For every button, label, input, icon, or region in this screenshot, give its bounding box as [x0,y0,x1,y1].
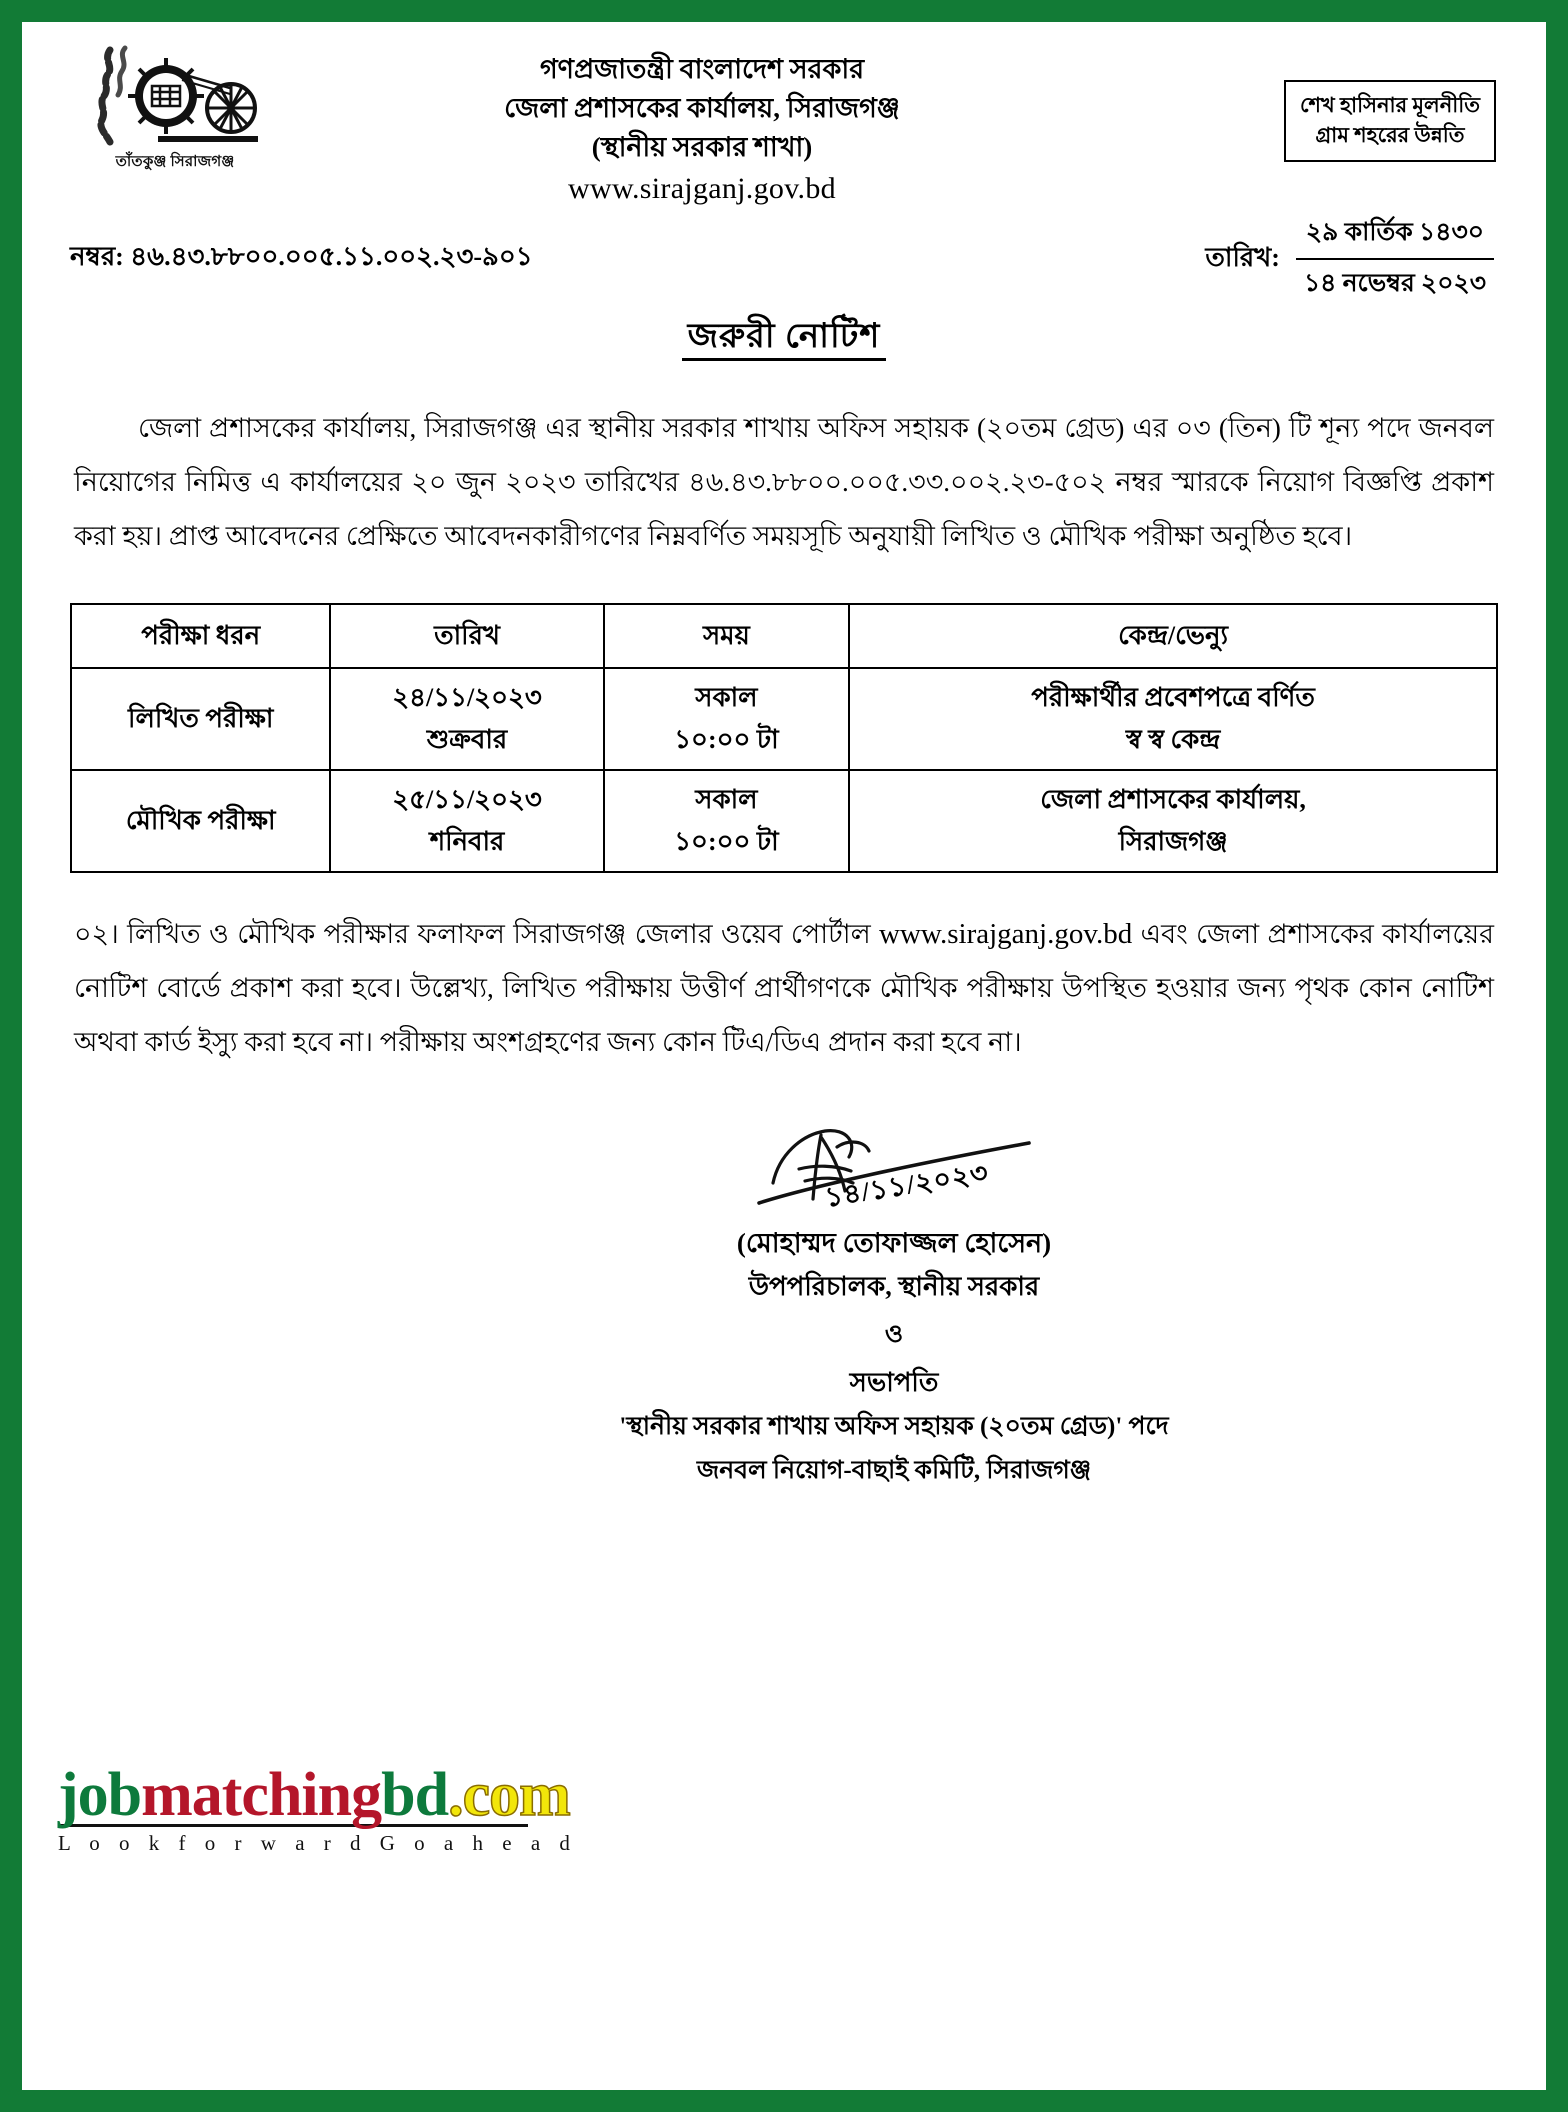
schedule-table-wrapper [70,603,1498,873]
cell-date-line1: ২৫/১১/২০২৩ [392,785,542,814]
date-bangla: ২৯ কার্তিক ১৪৩০ [1296,212,1494,260]
page-title [22,310,1546,367]
cell-time [604,770,850,872]
cell-time [604,668,850,770]
exam-schedule-table [70,603,1498,873]
memo-number: নম্বর: ৪৬.৪৩.৮৮০০.০০৫.১১.০০২.২৩-৯০১ [70,242,533,271]
office-website[interactable]: www.sirajganj.gov.bd [568,172,836,205]
brand-matching: matching [141,1761,382,1829]
th-exam-type: পরীক্ষা ধরন [71,604,330,668]
document-header [22,22,1546,212]
portal-url-link[interactable]: www.sirajganj.gov.bd [879,918,1133,950]
cell-exam-type: লিখিত পরীক্ষা [71,668,330,770]
cell-date [330,668,603,770]
cell-time-line1: সকাল [695,785,758,814]
cell-venue-line1: পরীক্ষার্থীর প্রবেশপত্রে বর্ণিত [1031,683,1315,712]
cell-venue-line1: জেলা প্রশাসকের কার্যালয়, [1040,785,1306,814]
cell-time-line2: ১০:০০ টা [674,827,779,856]
cell-date-line1: ২৪/১১/২০২৩ [392,683,542,712]
office-heading [322,50,1082,211]
paragraph-two-part2: এবং জেলা প্রশাসকের কার্যালয়ের নোটিশ বোর্ডে প্রকাশ করা হবে। উল্লেখ্য, লিখিত পরীক্ষায় উত্তীর্ণ প্রার্থীগণকে মৌখিক পরীক্ষায় উপস্থিত হওয়ার জন্য পৃথক কোন নোটিশ অথবা কার্ড ইস্যু করা হবে না। পরীক্ষায় অংশগ্রহণের জন্য কোন টিএ/ডিএ প্রদান করা হবে না। [74,919,1494,1057]
date-label: তারিখ: [1205,243,1280,272]
date-gregorian: ১৪ নভেম্বর ২০২৩ [1303,270,1486,297]
signature-block [594,1125,1194,1493]
table-header-row [71,604,1497,668]
cell-time-line2: ১০:০০ টা [674,725,779,754]
notice-page [22,22,1546,2090]
th-venue: কেন্দ্র/ভেন্যু [849,604,1497,668]
signature-date: ১৪/১১/২০২৩ [822,1157,991,1213]
signature-area [22,1125,1546,1595]
slogan-line-1: শেখ হাসিনার মূলনীতি [1299,93,1480,117]
govt-name: গণপ্রজাতন্ত্রী বাংলাদেশ সরকার [539,54,865,84]
cell-date [330,770,603,872]
committee-line-2: জনবল নিয়োগ-বাছাই কমিটি, সিরাজগঞ্জ [696,1457,1092,1484]
signatory-and: ও [884,1321,904,1348]
signatory-name: (মোহাম্মদ তোফাজ্জল হোসেন) [736,1228,1052,1258]
th-time: সময় [604,604,850,668]
paragraph-one [74,401,1494,563]
cell-exam-type: মৌখিক পরীক্ষা [71,770,330,872]
brand-wordmark [58,1761,570,1829]
paragraph-one-text: জেলা প্রশাসকের কার্যালয়, সিরাজগঞ্জ এর স্থানীয় সরকার শাখায় অফিস সহায়ক (২০তম গ্রেড) এর ০৩ (তিন) টি শূন্য পদে জনবল নিয়োগের নিমিত্ত এ কার্যালয়ের ২০ জুন ২০২৩ তারিখের ৪৬.৪৩.৮৮০০.০০৫.৩৩.০০২.২৩-৫০২ নম্বর স্মারকে নিয়োগ বিজ্ঞপ্তি প্রকাশ করা হয়। প্রাপ্ত আবেদনের প্রেক্ষিতে আবেদনকারীগণের নিম্নবর্ণিত সময়সূচি অনুযায়ী লিখিত ও মৌখিক পরীক্ষা অনুষ্ঠিত হবে। [74,413,1494,551]
cell-time-line1: সকাল [695,683,758,712]
logo-caption: তাঁতকুঞ্জ সিরাজগঞ্জ [115,154,235,170]
date-stack [1296,212,1494,306]
table-row [71,770,1497,872]
slogan-line-2: গ্রাম শহরের উন্নতি [1315,123,1465,147]
handwritten-signature [594,1125,1194,1221]
th-date: তারিখ [330,604,603,668]
cell-venue [849,770,1497,872]
table-row [71,668,1497,770]
signatory-chair: সভাপতি [849,1368,939,1397]
sirajganj-district-logo [70,44,280,184]
jobmatchingbd-watermark-logo [58,1761,577,1856]
committee-line-1: 'স্থানীয় সরকার শাখায় অফিস সহায়ক (২০তম গ্রেড)' পদে [619,1413,1169,1440]
brand-job: job [58,1761,142,1829]
memo-row [22,218,1546,300]
office-name: জেলা প্রশাসকের কার্যালয়, সিরাজগঞ্জ [504,93,900,123]
brand-com: .com [448,1761,570,1829]
slogan-box [1284,80,1496,162]
date-block [1205,212,1494,306]
cell-venue [849,668,1497,770]
cell-date-line2: শনিবার [429,827,505,856]
notice-title-text: জরুরী নোটিশ [682,318,887,361]
signatory-role: উপপরিচালক, স্থানীয় সরকার [748,1272,1040,1301]
brand-bd: bd [381,1761,449,1829]
cell-venue-line2: সিরাজগঞ্জ [1118,827,1228,856]
paragraph-two [74,907,1494,1069]
cell-date-line2: শুক্রবার [426,725,508,754]
cell-venue-line2: স্ব স্ব কেন্দ্র [1125,725,1221,754]
brand-tagline: L o o k f o r w a r d G o a h e a d [58,1831,577,1855]
branch-name: (স্থানীয় সরকার শাখা) [591,132,813,162]
paragraph-two-part1: ০২। লিখিত ও মৌখিক পরীক্ষার ফলাফল সিরাজগঞ্জ জেলার ওয়েব পোর্টাল [74,919,880,949]
